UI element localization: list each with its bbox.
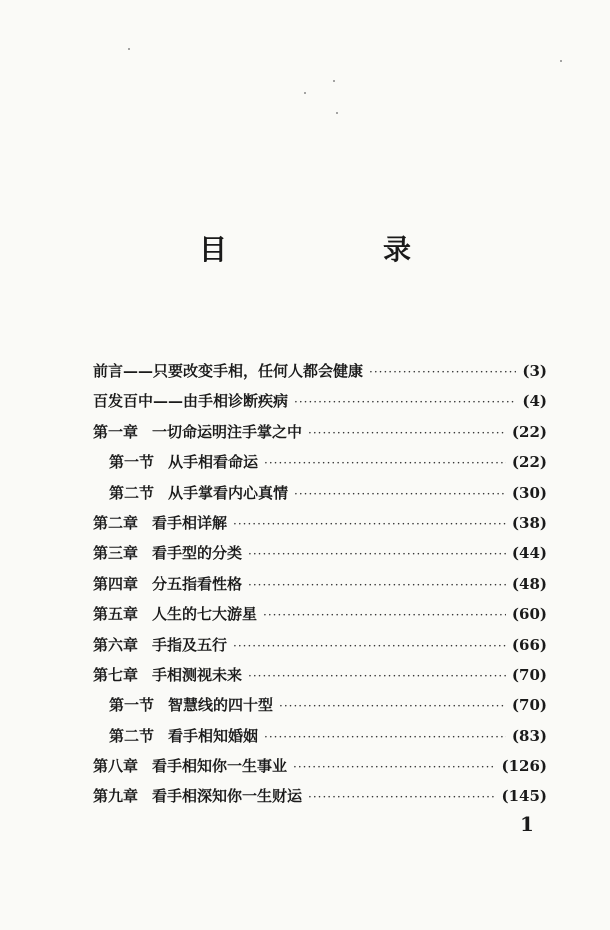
toc-page-number: (22)	[511, 422, 547, 441]
toc-chapter-number: 第四章	[93, 574, 139, 593]
toc-entry-label	[93, 421, 302, 442]
toc-page-number: (3)	[522, 362, 547, 380]
toc-dot-leader	[293, 760, 495, 774]
toc-chapter-number: 第五章	[93, 605, 139, 624]
toc-entry[interactable]	[93, 725, 547, 755]
toc-dot-leader	[248, 669, 506, 683]
toc-entry-label	[93, 603, 257, 624]
page-number: 1	[520, 812, 534, 836]
toc-entry[interactable]	[93, 482, 547, 512]
toc-entry-label	[93, 634, 227, 655]
scan-speck	[560, 60, 562, 62]
toc-page-number: (70)	[511, 696, 547, 715]
toc-entry[interactable]	[93, 360, 547, 390]
toc-entry-label	[93, 390, 288, 411]
toc-dot-leader	[264, 456, 506, 470]
toc-page-number: (44)	[511, 544, 547, 563]
toc-entry-label	[109, 725, 258, 746]
toc-entry-text: 手相测视未来	[152, 665, 243, 684]
scan-speck	[304, 92, 306, 94]
toc-chapter-number: 第一章	[93, 422, 139, 441]
toc-entry-label	[93, 755, 287, 776]
toc-page-number: (60)	[511, 605, 547, 624]
toc-chapter-number: 第八章	[93, 757, 139, 776]
toc-entry[interactable]	[93, 755, 547, 785]
toc-page-number: (83)	[511, 726, 547, 745]
toc-page-number: (66)	[511, 635, 547, 654]
toc-entry-text: 百发百中——由手相诊断疾病	[93, 392, 289, 411]
toc-entry[interactable]	[93, 785, 547, 815]
toc-page-number: (70)	[511, 665, 547, 684]
toc-chapter-number: 第二节	[109, 726, 155, 745]
toc-chapter-number: 第六章	[93, 635, 139, 654]
toc-page-number: (48)	[511, 574, 547, 593]
toc-entry-label	[93, 360, 363, 381]
toc-chapter-number: 第二章	[93, 513, 139, 532]
toc-dot-leader	[294, 487, 506, 501]
toc-page-number: (126)	[501, 757, 547, 776]
toc-entry[interactable]	[93, 421, 547, 451]
toc-page-number: (30)	[511, 483, 547, 502]
toc-entry-text: 看手型的分类	[152, 544, 243, 563]
toc-dot-leader	[264, 730, 506, 744]
toc-entry-label	[93, 512, 227, 533]
toc-chapter-number: 第二节	[109, 483, 155, 502]
toc-entry-text: 前言——只要改变手相，任何人都会健康	[93, 362, 364, 380]
toc-entry-label	[93, 573, 242, 594]
toc-dot-leader	[233, 639, 506, 653]
toc-chapter-number: 第九章	[93, 787, 139, 806]
toc-entry-label	[109, 482, 288, 503]
toc-entry[interactable]	[93, 694, 547, 724]
toc-entry-text: 手指及五行	[152, 635, 228, 654]
toc-entry-text: 智慧线的四十型	[168, 696, 274, 715]
toc-entry-label	[93, 664, 242, 685]
toc-entry-text: 看手相知你一生事业	[152, 757, 288, 776]
scan-speck	[333, 80, 335, 82]
toc-entry[interactable]	[93, 390, 547, 420]
toc-entry[interactable]	[93, 603, 547, 633]
toc-entry-text: 从手掌看内心真情	[168, 483, 289, 502]
toc-entry[interactable]	[93, 573, 547, 603]
toc-entry[interactable]	[93, 542, 547, 572]
toc-dot-leader	[294, 395, 516, 409]
toc-entry-text: 分五指看性格	[152, 574, 243, 593]
toc-entry[interactable]	[93, 451, 547, 481]
toc-entry[interactable]	[93, 664, 547, 694]
toc-entry-text: 看手相深知你一生财运	[152, 787, 303, 806]
toc-entry-text: 一切命运明注手掌之中	[152, 422, 303, 441]
toc-entry-label	[93, 542, 242, 563]
toc-entry-text: 从手相看命运	[168, 453, 259, 472]
toc-dot-leader	[308, 426, 506, 440]
toc-page-number: (145)	[501, 787, 547, 806]
toc-page-number: (38)	[511, 513, 547, 532]
toc-dot-leader	[248, 547, 506, 561]
toc-chapter-number: 第一节	[109, 696, 155, 715]
page-title: 目 录	[198, 233, 475, 266]
table-of-contents	[93, 360, 547, 816]
toc-dot-leader	[279, 699, 506, 713]
toc-entry-text: 看手相详解	[152, 513, 228, 532]
toc-page-number: (22)	[511, 453, 547, 472]
toc-entry-text: 看手相知婚姻	[168, 726, 259, 745]
toc-entry[interactable]	[93, 512, 547, 542]
scan-speck	[128, 48, 130, 50]
toc-entry-label	[109, 694, 273, 715]
toc-dot-leader	[233, 517, 506, 531]
toc-entry-text: 人生的七大游星	[152, 605, 258, 624]
toc-dot-leader	[308, 790, 495, 804]
toc-dot-leader	[369, 365, 516, 379]
toc-page-number: (4)	[522, 392, 547, 411]
toc-entry-label	[93, 785, 302, 806]
toc-dot-leader	[263, 608, 506, 622]
toc-entry[interactable]	[93, 634, 547, 664]
toc-chapter-number: 第一节	[109, 453, 155, 472]
toc-chapter-number: 第三章	[93, 544, 139, 563]
toc-dot-leader	[248, 578, 506, 592]
toc-entry-label	[109, 451, 258, 472]
scan-speck	[336, 112, 338, 114]
toc-chapter-number: 第七章	[93, 665, 139, 684]
